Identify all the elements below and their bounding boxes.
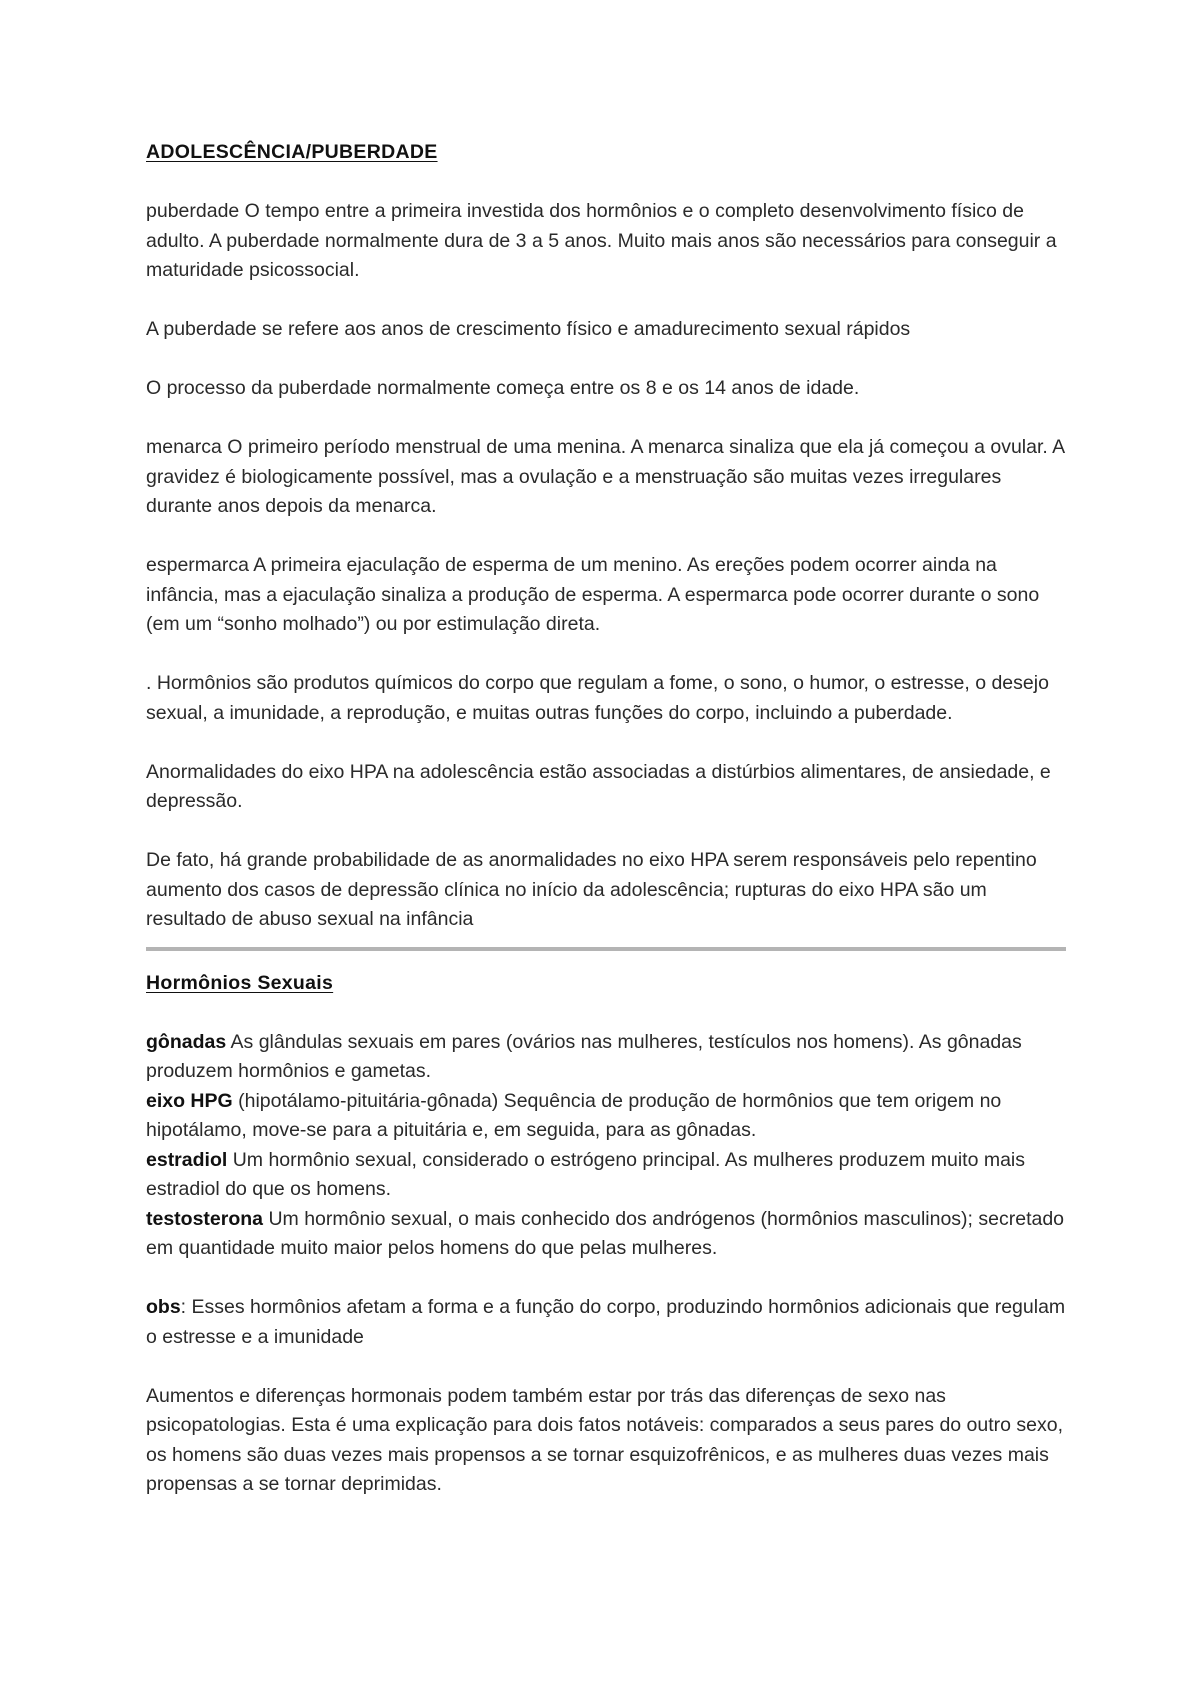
definition-gonadas xyxy=(146,1028,1066,1087)
document-page xyxy=(146,138,1066,1500)
paragraph-espermarca: espermarca A primeira ejaculação de esperma de um menino. As ereções podem ocorrer ainda na infância, mas a ejaculação sinaliza a produção de esperma. A espermarca pode ocorrer durante o sono (em um “sonho molhado”) ou por estimulação direta. xyxy=(146,554,1040,635)
definition-eixo-hpg xyxy=(146,1087,1066,1146)
paragraph-hormonios: . Hormônios são produtos químicos do corpo que regulam a fome, o sono, o humor, o estresse, o desejo sexual, a imunidade, a reprodução, e muitas outras funções do corpo, incluindo a puberdade. xyxy=(146,672,1049,724)
horizontal-divider xyxy=(146,947,1066,951)
obs-text: : Esses hormônios afetam a forma e a função do corpo, produzindo hormônios adicionais que regulam o estresse e a imunidade xyxy=(146,1296,1066,1348)
term-eixo-hpg: eixo HPG xyxy=(146,1089,233,1112)
paragraph-puberdade: puberdade O tempo entre a primeira investida dos hormônios e o completo desenvolvimento físico de adulto. A puberdade normalmente dura de 3 a 5 anos. Muito mais anos são necessários para conseguir a maturidade psicossocial. xyxy=(146,200,1057,281)
paragraph-anormalidades: Anormalidades do eixo HPA na adolescência estão associadas a distúrbios alimentares, de ansiedade, e depressão. xyxy=(146,760,1051,812)
section-title-adolescencia: ADOLESCÊNCIA/PUBERDADE xyxy=(146,141,438,163)
section-title-hormonios-sexuais: Hormônios Sexuais xyxy=(146,971,334,994)
obs-note xyxy=(146,1293,1066,1352)
definition-text: As glândulas sexuais em pares (ovários nas mulheres, testículos nos homens). As gônadas produzem hormônios e gametas. xyxy=(146,1030,1022,1082)
term-testosterona: testosterona xyxy=(146,1207,264,1230)
term-estradiol: estradiol xyxy=(146,1148,228,1171)
paragraph-de-fato: De fato, há grande probabilidade de as anormalidades no eixo HPA serem responsáveis pelo repentino aumento dos casos de depressão clínica no início da adolescência; rupturas do eixo HPA são um resultado de abuso sexual na infância xyxy=(146,849,1037,930)
definition-text: Um hormônio sexual, considerado o estrógeno principal. As mulheres produzem muito mais estradiol do que os homens. xyxy=(146,1148,1026,1200)
term-obs: obs xyxy=(146,1296,181,1318)
definition-estradiol xyxy=(146,1146,1066,1205)
paragraph-aumentos: Aumentos e diferenças hormonais podem também estar por trás das diferenças de sexo nas psicopatologias. Esta é uma explicação para dois fatos notáveis: comparados a seus pares do outro sexo, os homens são duas vezes mais propensos a se tornar esquizofrênicos, e as mulheres duas vezes mais propensas a se tornar deprimidas. xyxy=(146,1384,1064,1495)
definition-text: (hipotálamo-pituitária-gônada) Sequência de produção de hormônios que tem origem no hipotálamo, move-se para a pituitária e, em seguida, para as gônadas. xyxy=(146,1089,1002,1141)
term-gonadas: gônadas xyxy=(146,1030,227,1053)
definition-text: Um hormônio sexual, o mais conhecido dos andrógenos (hormônios masculinos); secretado em quantidade muito maior pelos homens do que pelas mulheres. xyxy=(146,1207,1065,1259)
paragraph-processo: O processo da puberdade normalmente começa entre os 8 e os 14 anos de idade. xyxy=(146,377,860,399)
definition-testosterona xyxy=(146,1205,1066,1264)
paragraph-crescimento: A puberdade se refere aos anos de crescimento físico e amadurecimento sexual rápidos xyxy=(146,318,911,340)
paragraph-menarca: menarca O primeiro período menstrual de uma menina. A menarca sinaliza que ela já começou a ovular. A gravidez é biologicamente possível, mas a ovulação e a menstruação são muitas vezes irregulares durante anos depois da menarca. xyxy=(146,436,1065,517)
